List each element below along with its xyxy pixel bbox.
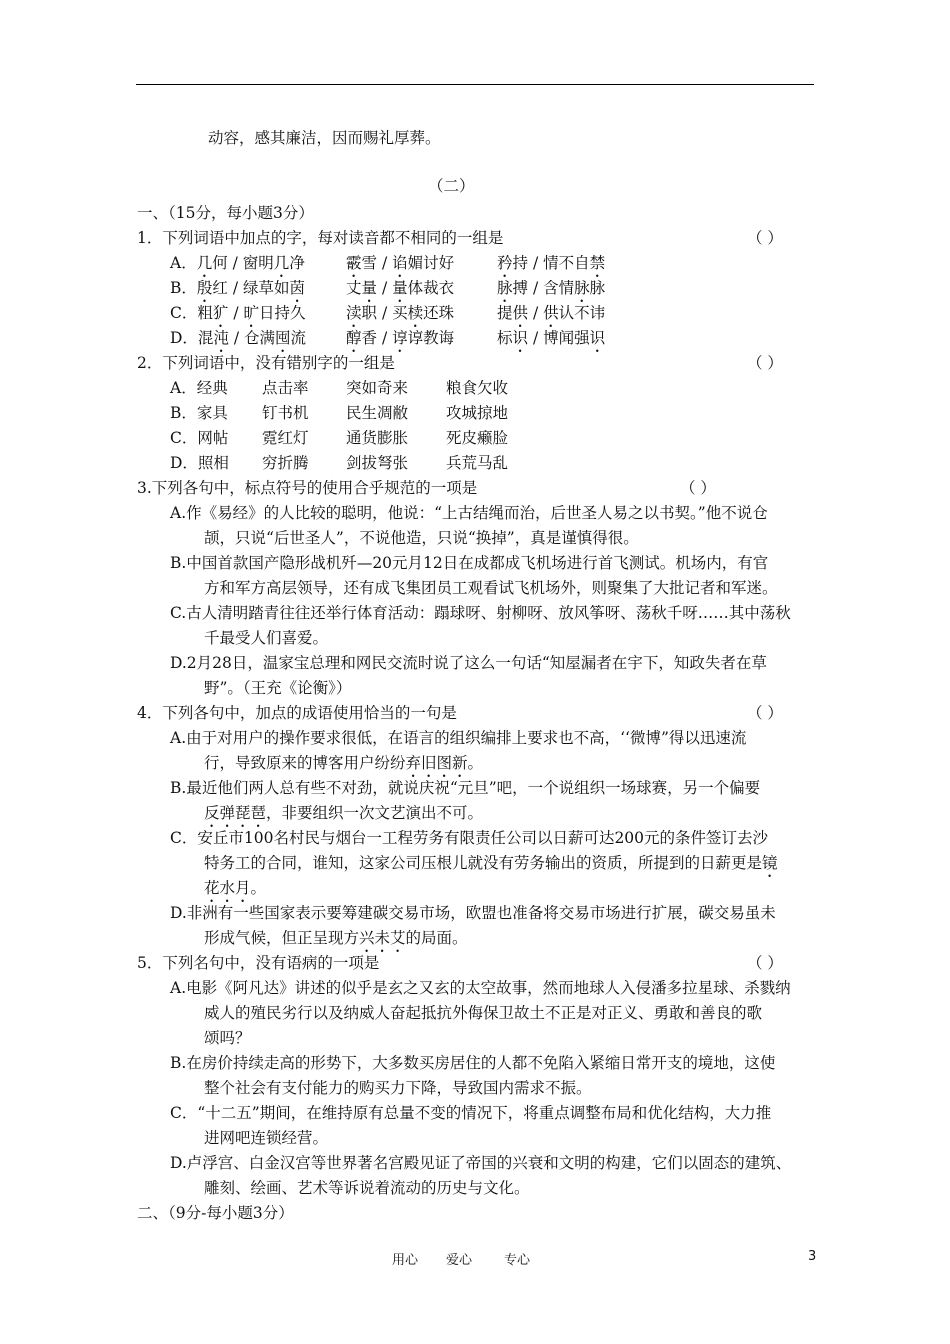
q3-option-d-line1: D.2月28日，温家宝总理和网民交流时说了这么一句话“知屋漏者在宇下，知政失者在草 xyxy=(170,654,767,672)
q1-option-d-2: 醇香 / 谆谆教诲 xyxy=(346,329,455,347)
q4-option-b-line1: B.最近他们两人总有些不对劲，就说庆祝“元旦”吧，一个说组织一场球赛，另一个偏要 xyxy=(170,779,761,797)
q2-answer-blank: （ ） xyxy=(747,354,783,372)
q4-dotted-idiom-a: 弃旧图新 xyxy=(405,754,468,772)
continuation-text: 动容，感其廉洁，因而赐礼厚葬。 xyxy=(208,129,441,147)
q5-option-a-line2: 威人的殖民劣行以及纳威人奋起抵抗外侮保卫故土不正是对正义、勇敢和善良的歌 xyxy=(204,1004,763,1022)
q2-option-c-4: 死皮癞脸 xyxy=(446,429,509,447)
q4-option-b-line2: 反弹琵琶，非要组织一次文艺演出不可。 xyxy=(204,804,484,822)
q5-option-c-line1: C．“十二五”期间，在维持原有总量不变的情况下，将重点调整布局和优化结构，大力推 xyxy=(170,1104,772,1122)
q4-option-d-line2: 形成气候，但正呈现方兴未艾的局面。 xyxy=(204,929,468,947)
q2-option-a-2: 点击率 xyxy=(262,379,309,397)
q2-option-b-3: 民生凋敝 xyxy=(346,404,409,422)
q5-option-d-line1: D.卢浮宫、白金汉宫等世界著名宫殿见证了帝国的兴衰和文明的构建，它们以固态的建筑、 xyxy=(170,1154,792,1172)
footer-left: 用心 xyxy=(392,1253,419,1268)
q4-option-c-line1: C．安丘市100名村民与烟台一工程劳务有限责任公司以日薪可达200元的条件签订去沙 xyxy=(170,829,769,847)
q4-option-c-line2: 特务工的合同，谁知，这家公司压根儿就没有劳务输出的资质，所提到的日薪更是镜 xyxy=(204,854,778,872)
q5-option-b-line2: 整个社会有支付能力的购买力下降，导致国内需求不振。 xyxy=(204,1079,592,1097)
q1-option-c-2: 渎职 / 买椟还珠 xyxy=(346,304,455,322)
q2-option-c-2: 霓红灯 xyxy=(262,429,309,447)
q3-option-a-line2: 颉，只说“后世圣人”，不说他造，只说“换掉”，真是谨慎得很。 xyxy=(204,529,639,547)
q2-option-a-4: 粮食欠收 xyxy=(446,379,509,397)
q2-option-d-1: D．照相 xyxy=(170,454,229,472)
part2-header: 二、（9分-每小题3分） xyxy=(137,1204,294,1222)
footer-right: 专心 xyxy=(504,1253,531,1268)
q2-option-a-3: 突如奇来 xyxy=(346,379,409,397)
q2-stem: 2．下列词语中，没有错别字的一组是 xyxy=(137,354,395,372)
q4-option-a-line1: A.由于对用户的操作要求很低，在语言的组织编排上要求也不高，‘‘微博”得以迅速流 xyxy=(170,729,747,747)
q1-option-d-3: 标识 / 博闻强识 xyxy=(497,329,606,347)
q4-option-a-line2: 行，导致原来的博客用户纷纷弃旧图新。 xyxy=(204,754,484,772)
q5-option-a-line1: A.电影《阿凡达》讲述的似乎是玄之又玄的太空故事，然而地球人入侵潘多拉星球、杀戮纳 xyxy=(170,979,791,997)
q3-option-c-line2: 千最受人们喜爱。 xyxy=(204,629,329,647)
footer-mid: 爱心 xyxy=(446,1253,473,1268)
q4-option-c-line3: 花水月。 xyxy=(204,879,267,897)
q4-dotted-idiom-b: 反弹琵琶 xyxy=(204,804,267,822)
q2-option-c-1: C．网帖 xyxy=(170,429,229,447)
q2-option-b-4: 攻城掠地 xyxy=(446,404,509,422)
q4-dotted-idiom-c: 花水月 xyxy=(204,879,251,897)
q1-option-a-1: A．几何 / 窗明几净 xyxy=(170,254,305,272)
q5-option-b-line1: B.在房价持续走高的形势下，大多数买房居住的人都不免陷入紧缩日常开支的境地，这使 xyxy=(170,1054,776,1072)
q1-option-a-3: 矜持 / 情不自禁 xyxy=(497,254,606,272)
page-number: 3 xyxy=(808,1249,817,1264)
q3-option-c-line1: C.古人清明踏青往往还举行体育活动：蹋球呀、射柳呀、放风筝呀、荡秋千呀……其中荡秋 xyxy=(170,604,791,622)
q4-option-d-line1: D.非洲有一些国家表示要筹建碳交易市场，欧盟也准备将交易市场进行扩展，碳交易虽未 xyxy=(170,904,776,922)
q2-option-c-3: 通货膨胀 xyxy=(346,429,409,447)
q2-option-a-1: A．经典 xyxy=(170,379,228,397)
header-rule xyxy=(136,84,814,85)
q1-stem: 1．下列词语中加点的字，每对读音都不相同的一组是 xyxy=(137,229,504,247)
q2-option-b-2: 钉书机 xyxy=(262,404,309,422)
q4-answer-blank: （ ） xyxy=(747,704,783,722)
q5-answer-blank: （ ） xyxy=(747,954,783,972)
q5-option-a-line3: 颂吗？ xyxy=(204,1029,251,1047)
q4-stem: 4．下列各句中，加点的成语使用恰当的一句是 xyxy=(137,704,457,722)
q2-option-d-2: 穷折腾 xyxy=(262,454,309,472)
q3-answer-blank: （ ） xyxy=(680,479,716,497)
q1-option-b-2: 丈量 / 量体裁衣 xyxy=(346,279,455,297)
q2-option-d-3: 剑拔弩张 xyxy=(346,454,409,472)
q1-option-a-2: 霰雪 / 谄媚讨好 xyxy=(346,254,455,272)
q2-option-d-4: 兵荒马乱 xyxy=(446,454,509,472)
q3-stem: 3.下列各句中，标点符号的使用合乎规范的一项是 xyxy=(137,479,478,497)
part1-header: 一、（15分，每小题3分） xyxy=(137,204,314,222)
q1-option-c-3: 提供 / 供认不讳 xyxy=(497,304,606,322)
q1-answer-blank: （ ） xyxy=(747,229,783,247)
q1-option-c-1: C．粗犷 / 旷日持久 xyxy=(170,304,306,322)
q5-option-d-line2: 雕刻、绘画、艺术等诉说着流动的历史与文化。 xyxy=(204,1179,530,1197)
q2-option-b-1: B．家具 xyxy=(170,404,228,422)
q5-stem: 5．下列名句中，没有语病的一项是 xyxy=(137,954,380,972)
q3-option-b-line2: 方和军方高层领导，还有成飞集团员工观看试飞机场外，则聚集了大批记者和军迷。 xyxy=(204,579,778,597)
q1-option-b-1: B．殷红 / 绿草如茵 xyxy=(170,279,305,297)
q1-option-d-1: D．混沌 / 仓满囤流 xyxy=(170,329,307,347)
q3-option-b-line1: B.中国首款国产隐形战机歼—20元月12日在成都成飞机场进行首飞测试。机场内，有官 xyxy=(170,554,769,572)
section-heading: （二） xyxy=(428,177,475,195)
q4-dotted-idiom-d: 兴未艾 xyxy=(359,929,406,947)
q3-option-a-line1: A.作《易经》的人比较的聪明，他说：“上古结绳而治，后世圣人易之以书契。”他不说仓 xyxy=(170,504,768,522)
q3-option-d-line2: 野”。（王充《论衡》） xyxy=(204,679,352,697)
q1-option-b-3: 脉搏 / 含情脉脉 xyxy=(497,279,606,297)
q5-option-c-line2: 进网吧连锁经营。 xyxy=(204,1129,329,1147)
